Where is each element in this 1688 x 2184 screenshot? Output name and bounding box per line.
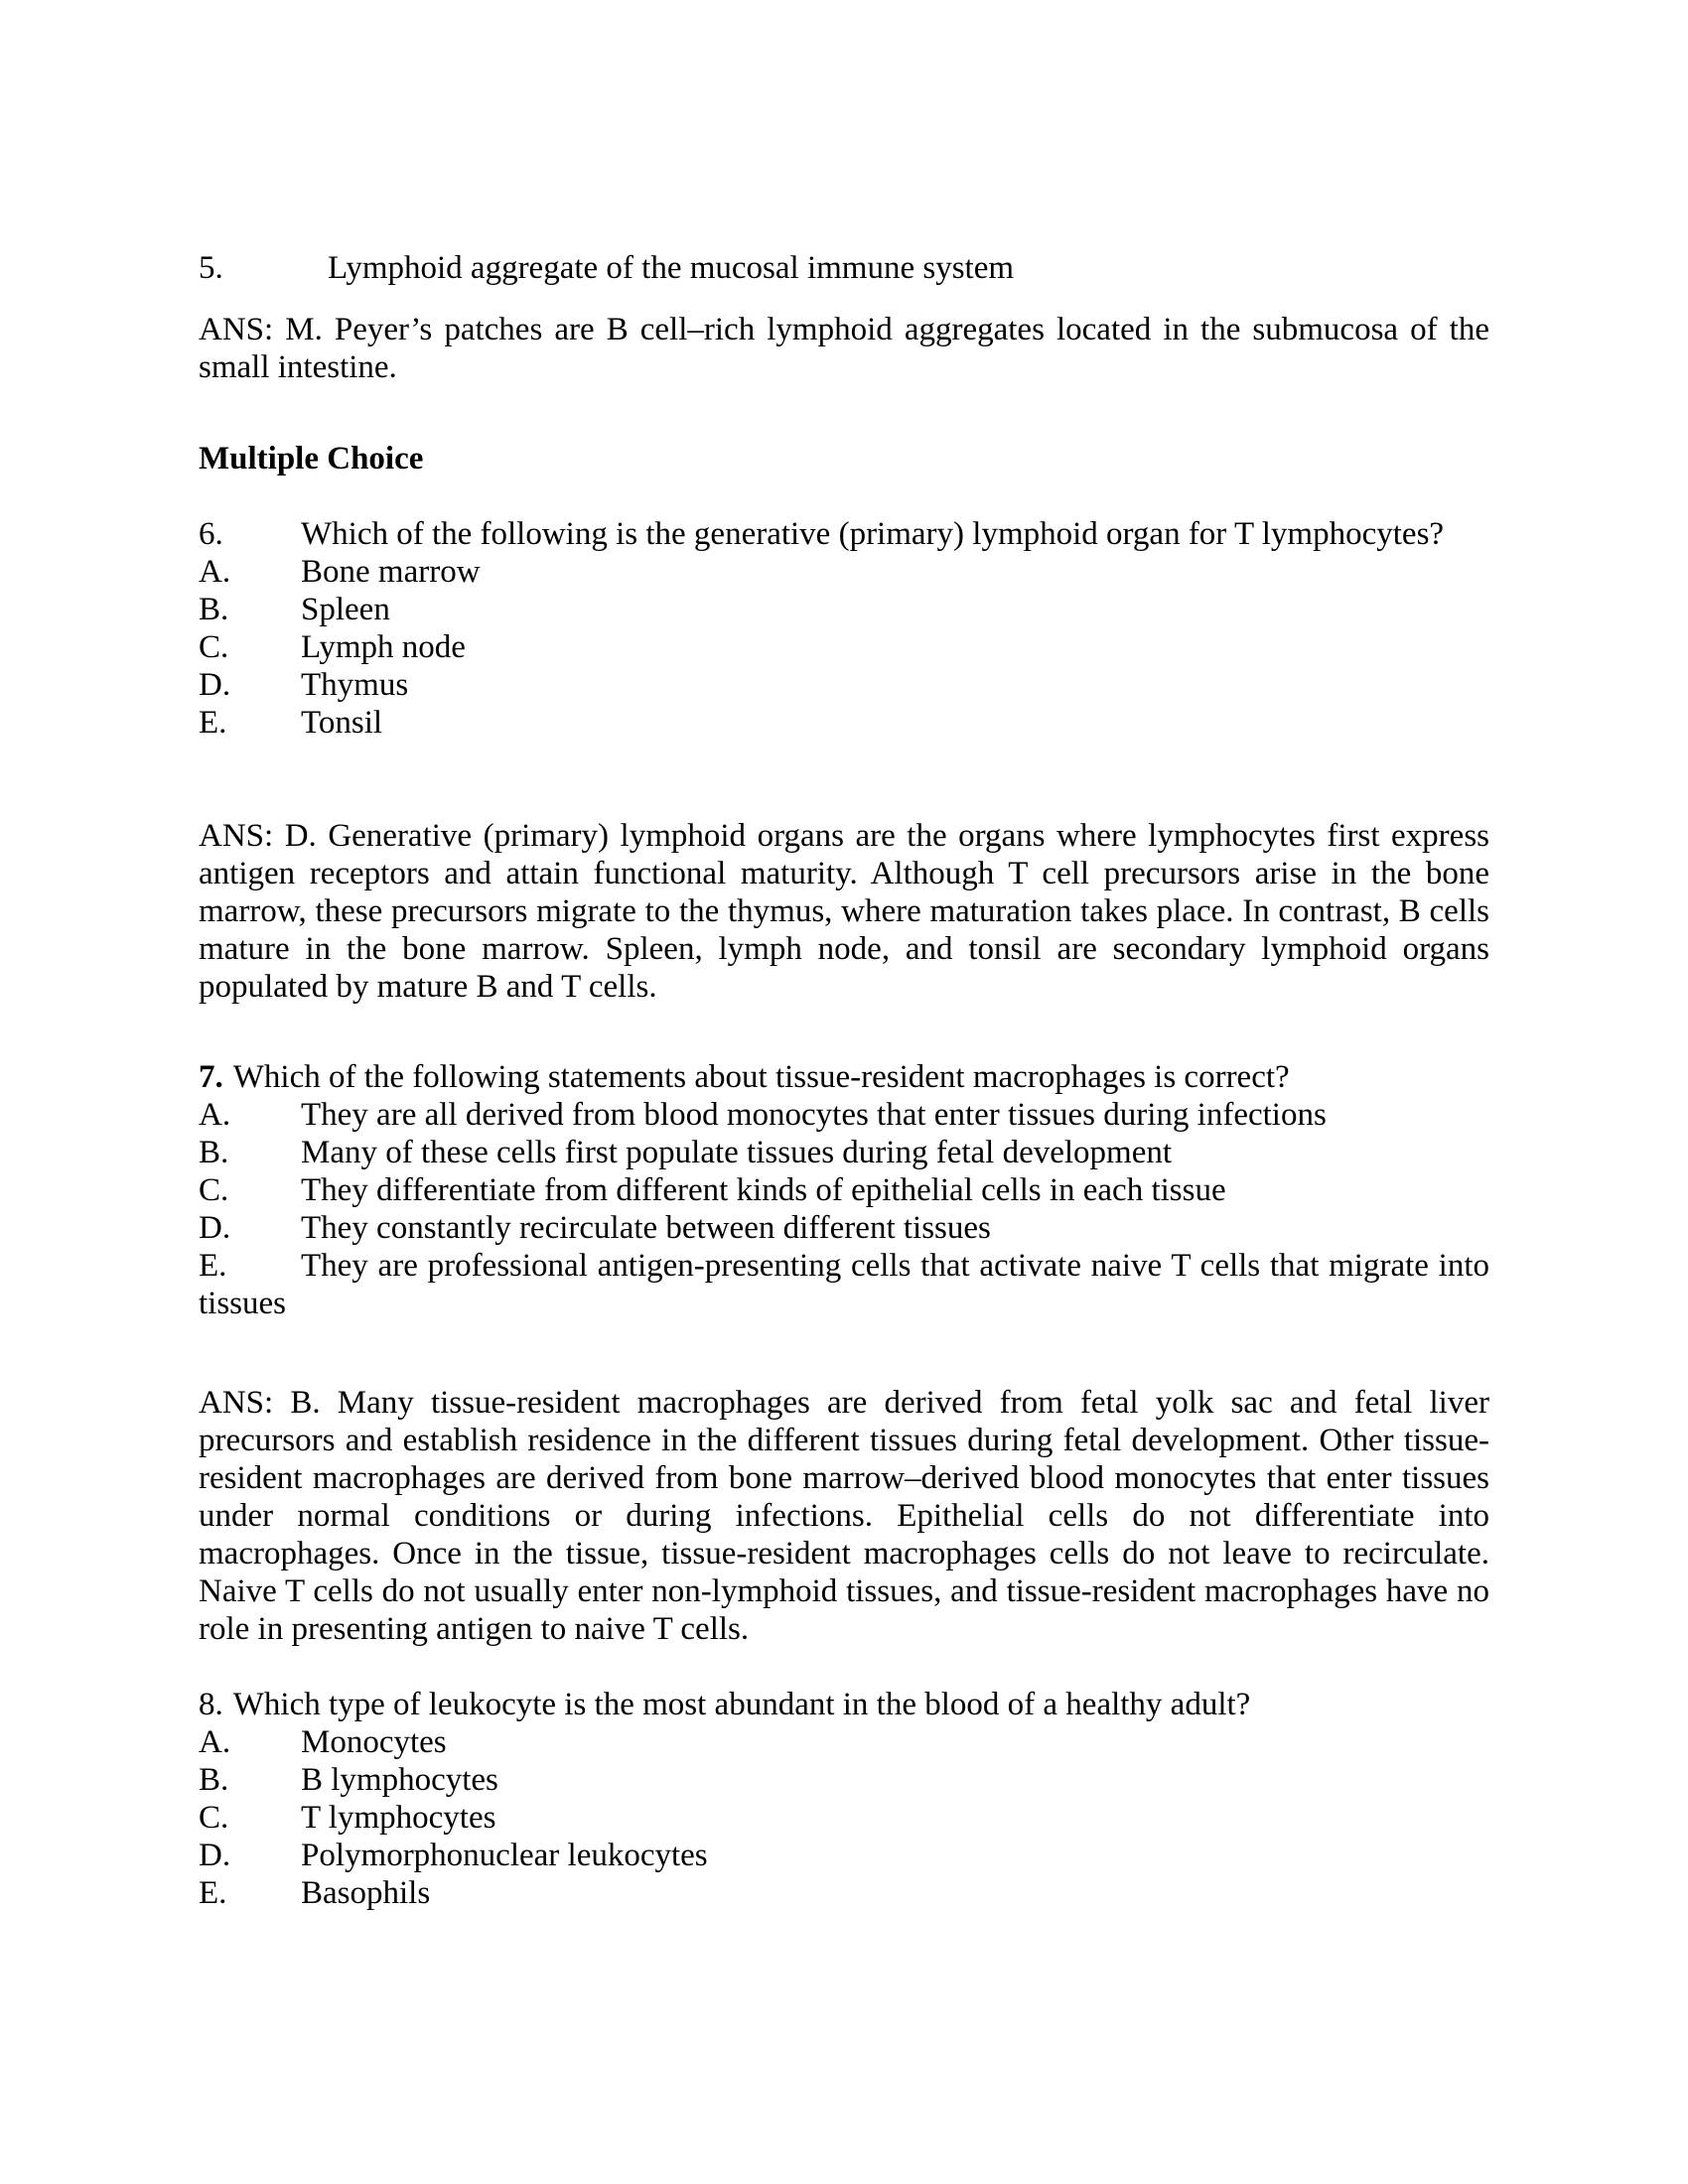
- option-row: [199, 1761, 1489, 1799]
- option-row: [199, 1134, 1489, 1171]
- option-row: [199, 1874, 1489, 1912]
- option-text: Spleen: [301, 592, 390, 627]
- option-text: B lymphocytes: [301, 1762, 498, 1798]
- option-label: B.: [199, 1135, 229, 1170]
- option-row: [199, 553, 1489, 591]
- option-row: [199, 1837, 1489, 1874]
- option-label: C.: [199, 629, 229, 665]
- question-stem: Which type of leukocyte is the most abundant in the blood of a healthy adult?: [232, 1687, 1251, 1722]
- option-row: [199, 1247, 1489, 1322]
- option-text: T lymphocytes: [301, 1800, 496, 1836]
- section-heading: Multiple Choice: [199, 441, 424, 477]
- question-stem-row: [199, 1686, 1489, 1723]
- option-row: [199, 1096, 1489, 1134]
- question-number: 8.: [199, 1687, 223, 1722]
- option-text: They constantly recirculate between different tissues: [301, 1210, 991, 1246]
- option-text: Lymph node: [301, 629, 466, 665]
- question-stem: Which of the following is the generative (primary) lymphoid organ for T lymphocytes?: [301, 516, 1445, 552]
- question-8: [199, 1686, 1489, 1912]
- option-text: Monocytes: [301, 1724, 447, 1760]
- answer-paragraph-7: ANS: B. Many tissue-resident macrophages are derived from fetal yolk sac and fetal liver precursors and establish residence in the different tissues during fetal development. Other tissue-resident macrophages are derived from bone marrow–derived blood monocytes that enter tissues under normal conditions or during infections. Epithelial cells do not differentiate into macrophages. Once in the tissue, tissue-resident macrophages cells do not leave to recirculate. Naive T cells do not usually enter non-lymphoid tissues, and tissue-resident macrophages have no role in presenting antigen to naive T cells.: [199, 1385, 1489, 1647]
- option-text: They are all derived from blood monocytes that enter tissues during infections: [301, 1097, 1327, 1133]
- option-row: [199, 1799, 1489, 1837]
- option-label: C.: [199, 1800, 229, 1836]
- option-text: Polymorphonuclear leukocytes: [301, 1838, 708, 1873]
- option-text: Bone marrow: [301, 554, 481, 590]
- question-number: 7.: [199, 1059, 223, 1095]
- item-number: 5.: [199, 250, 223, 286]
- question-number: 6.: [199, 516, 223, 552]
- question-7: [199, 1058, 1489, 1322]
- option-row: [199, 1723, 1489, 1761]
- option-label: B.: [199, 592, 229, 627]
- option-row: [199, 1171, 1489, 1209]
- option-text: They differentiate from different kinds of epithelial cells in each tissue: [301, 1172, 1226, 1208]
- answer-paragraph-6: ANS: D. Generative (primary) lymphoid organs are the organs where lymphocytes first express antigen receptors and attain functional maturity. Although T cell precursors arise in the bone marrow, these precursors migrate to the thymus, where maturation takes place. In contrast, B cells mature in the bone marrow. Spleen, lymph node, and tonsil are secondary lymphoid organs populated by mature B and T cells.: [199, 818, 1489, 1005]
- option-label: E.: [199, 1248, 227, 1284]
- option-label: D.: [199, 1210, 231, 1246]
- option-label: E.: [199, 1875, 227, 1911]
- option-label: A.: [199, 1097, 231, 1133]
- option-row: [199, 666, 1489, 704]
- option-label: D.: [199, 667, 231, 703]
- option-label: C.: [199, 1172, 229, 1208]
- option-label: B.: [199, 1762, 229, 1798]
- option-text: Tonsil: [301, 705, 383, 741]
- option-label: A.: [199, 554, 231, 590]
- option-text: Many of these cells first populate tissues during fetal development: [301, 1135, 1173, 1170]
- answer-paragraph-5: ANS: M. Peyer’s patches are B cell–rich lymphoid aggregates located in the submucosa of the small intestine.: [199, 312, 1489, 385]
- option-label: D.: [199, 1838, 231, 1873]
- option-row: [199, 628, 1489, 666]
- question-6: [199, 515, 1489, 742]
- option-text: Basophils: [301, 1875, 431, 1911]
- option-label: A.: [199, 1724, 231, 1760]
- matching-item-5: [199, 249, 1489, 287]
- option-row: [199, 1209, 1489, 1247]
- item-text: Lymphoid aggregate of the mucosal immune system: [328, 250, 1015, 286]
- question-stem: Which of the following statements about tissue-resident macrophages is correct?: [232, 1059, 1290, 1095]
- question-stem-row: [199, 515, 1489, 553]
- option-row: [199, 591, 1489, 628]
- option-label: E.: [199, 705, 227, 741]
- option-text: They are professional antigen-presenting cells that activate naive T cells that migrate into tissues: [199, 1248, 1489, 1321]
- option-row: [199, 704, 1489, 742]
- question-stem-row: [199, 1058, 1489, 1096]
- option-text: Thymus: [301, 667, 409, 703]
